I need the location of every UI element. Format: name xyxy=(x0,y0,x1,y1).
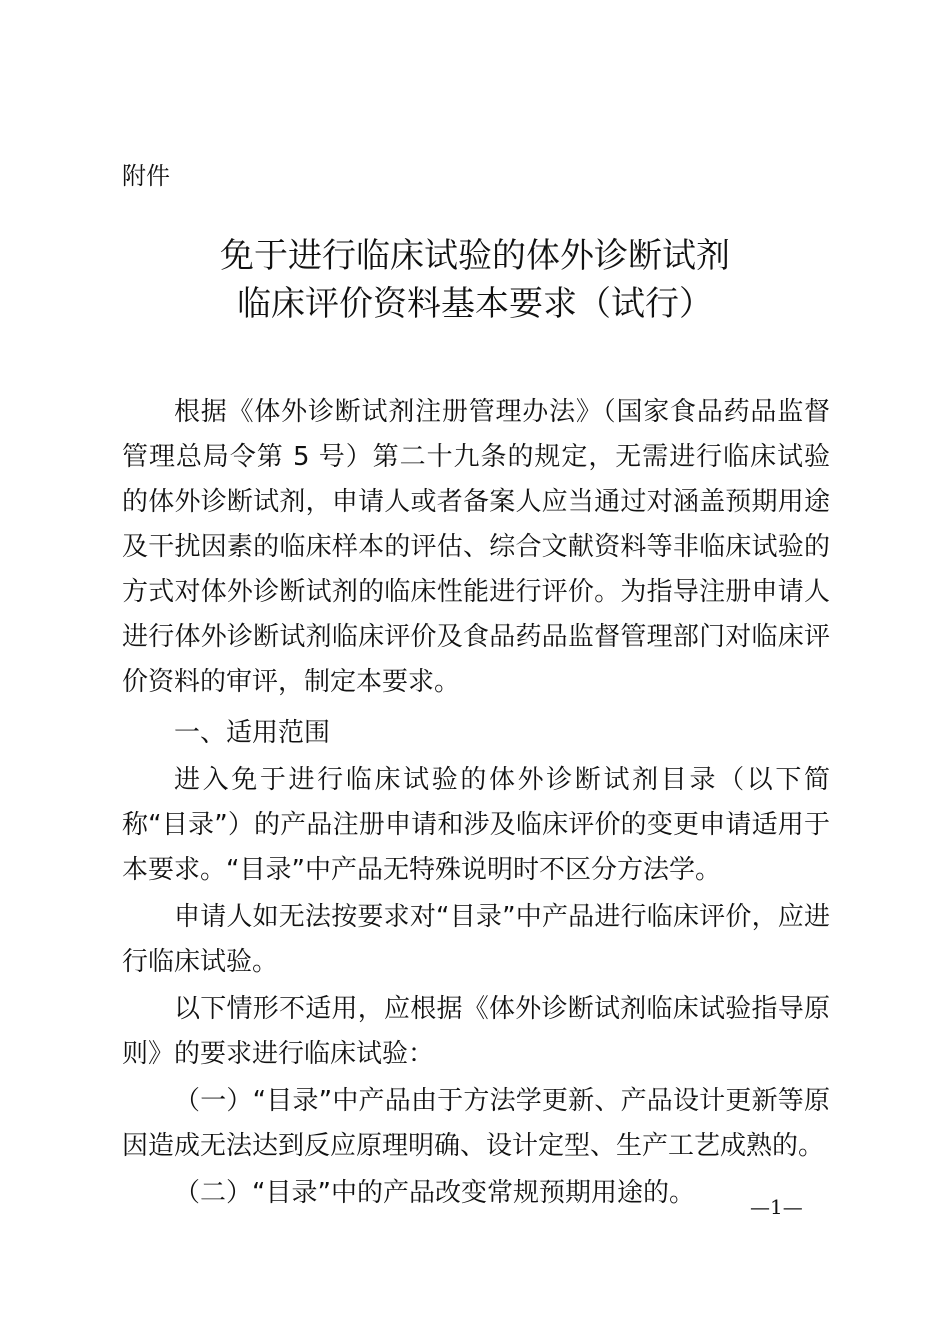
attachment-label: 附件 xyxy=(122,162,170,190)
paragraph-clinical-trial-required: 申请人如无法按要求对“目录”中产品进行临床评价，应进行临床试验。 xyxy=(122,902,830,977)
list-item-exclusion-1: （一）“目录”中产品由于方法学更新、产品设计更新等原因造成无法达到反应原理明确、设计定型、生产工艺成熟的。 xyxy=(122,1086,830,1161)
page-number: —1— xyxy=(750,1195,803,1219)
document-title-line-2: 临床评价资料基本要求（试行） xyxy=(237,284,713,324)
paragraph-exclusions: 以下情形不适用，应根据《体外诊断试剂临床试验指导原则》的要求进行临床试验： xyxy=(122,994,830,1069)
document-body xyxy=(122,390,830,1216)
list-item-exclusion-2: （二）“目录”中的产品改变常规预期用途的。 xyxy=(174,1178,695,1208)
paragraph-intro: 根据《体外诊断试剂注册管理办法》（国家食品药品监督管理总局令第 5 号）第二十九条的规定，无需进行临床试验的体外诊断试剂，申请人或者备案人应当通过对涵盖预期用途及干扰因素的临床样本的评估、综合文献资料等非临床试验的方式对体外诊断试剂的临床性能进行评价。为指导注册申请人进行体外诊断试剂临床评价及食品药品监督管理部门对临床评价资料的审评，制定本要求。 xyxy=(122,397,830,697)
document-title-line-1: 免于进行临床试验的体外诊断试剂 xyxy=(220,236,730,276)
section-heading-scope: 一、适用范围 xyxy=(174,718,331,748)
paragraph-scope: 进入免于进行临床试验的体外诊断试剂目录（以下简称“目录”）的产品注册申请和涉及临床评价的变更申请适用于本要求。“目录”中产品无特殊说明时不区分方法学。 xyxy=(122,765,830,885)
